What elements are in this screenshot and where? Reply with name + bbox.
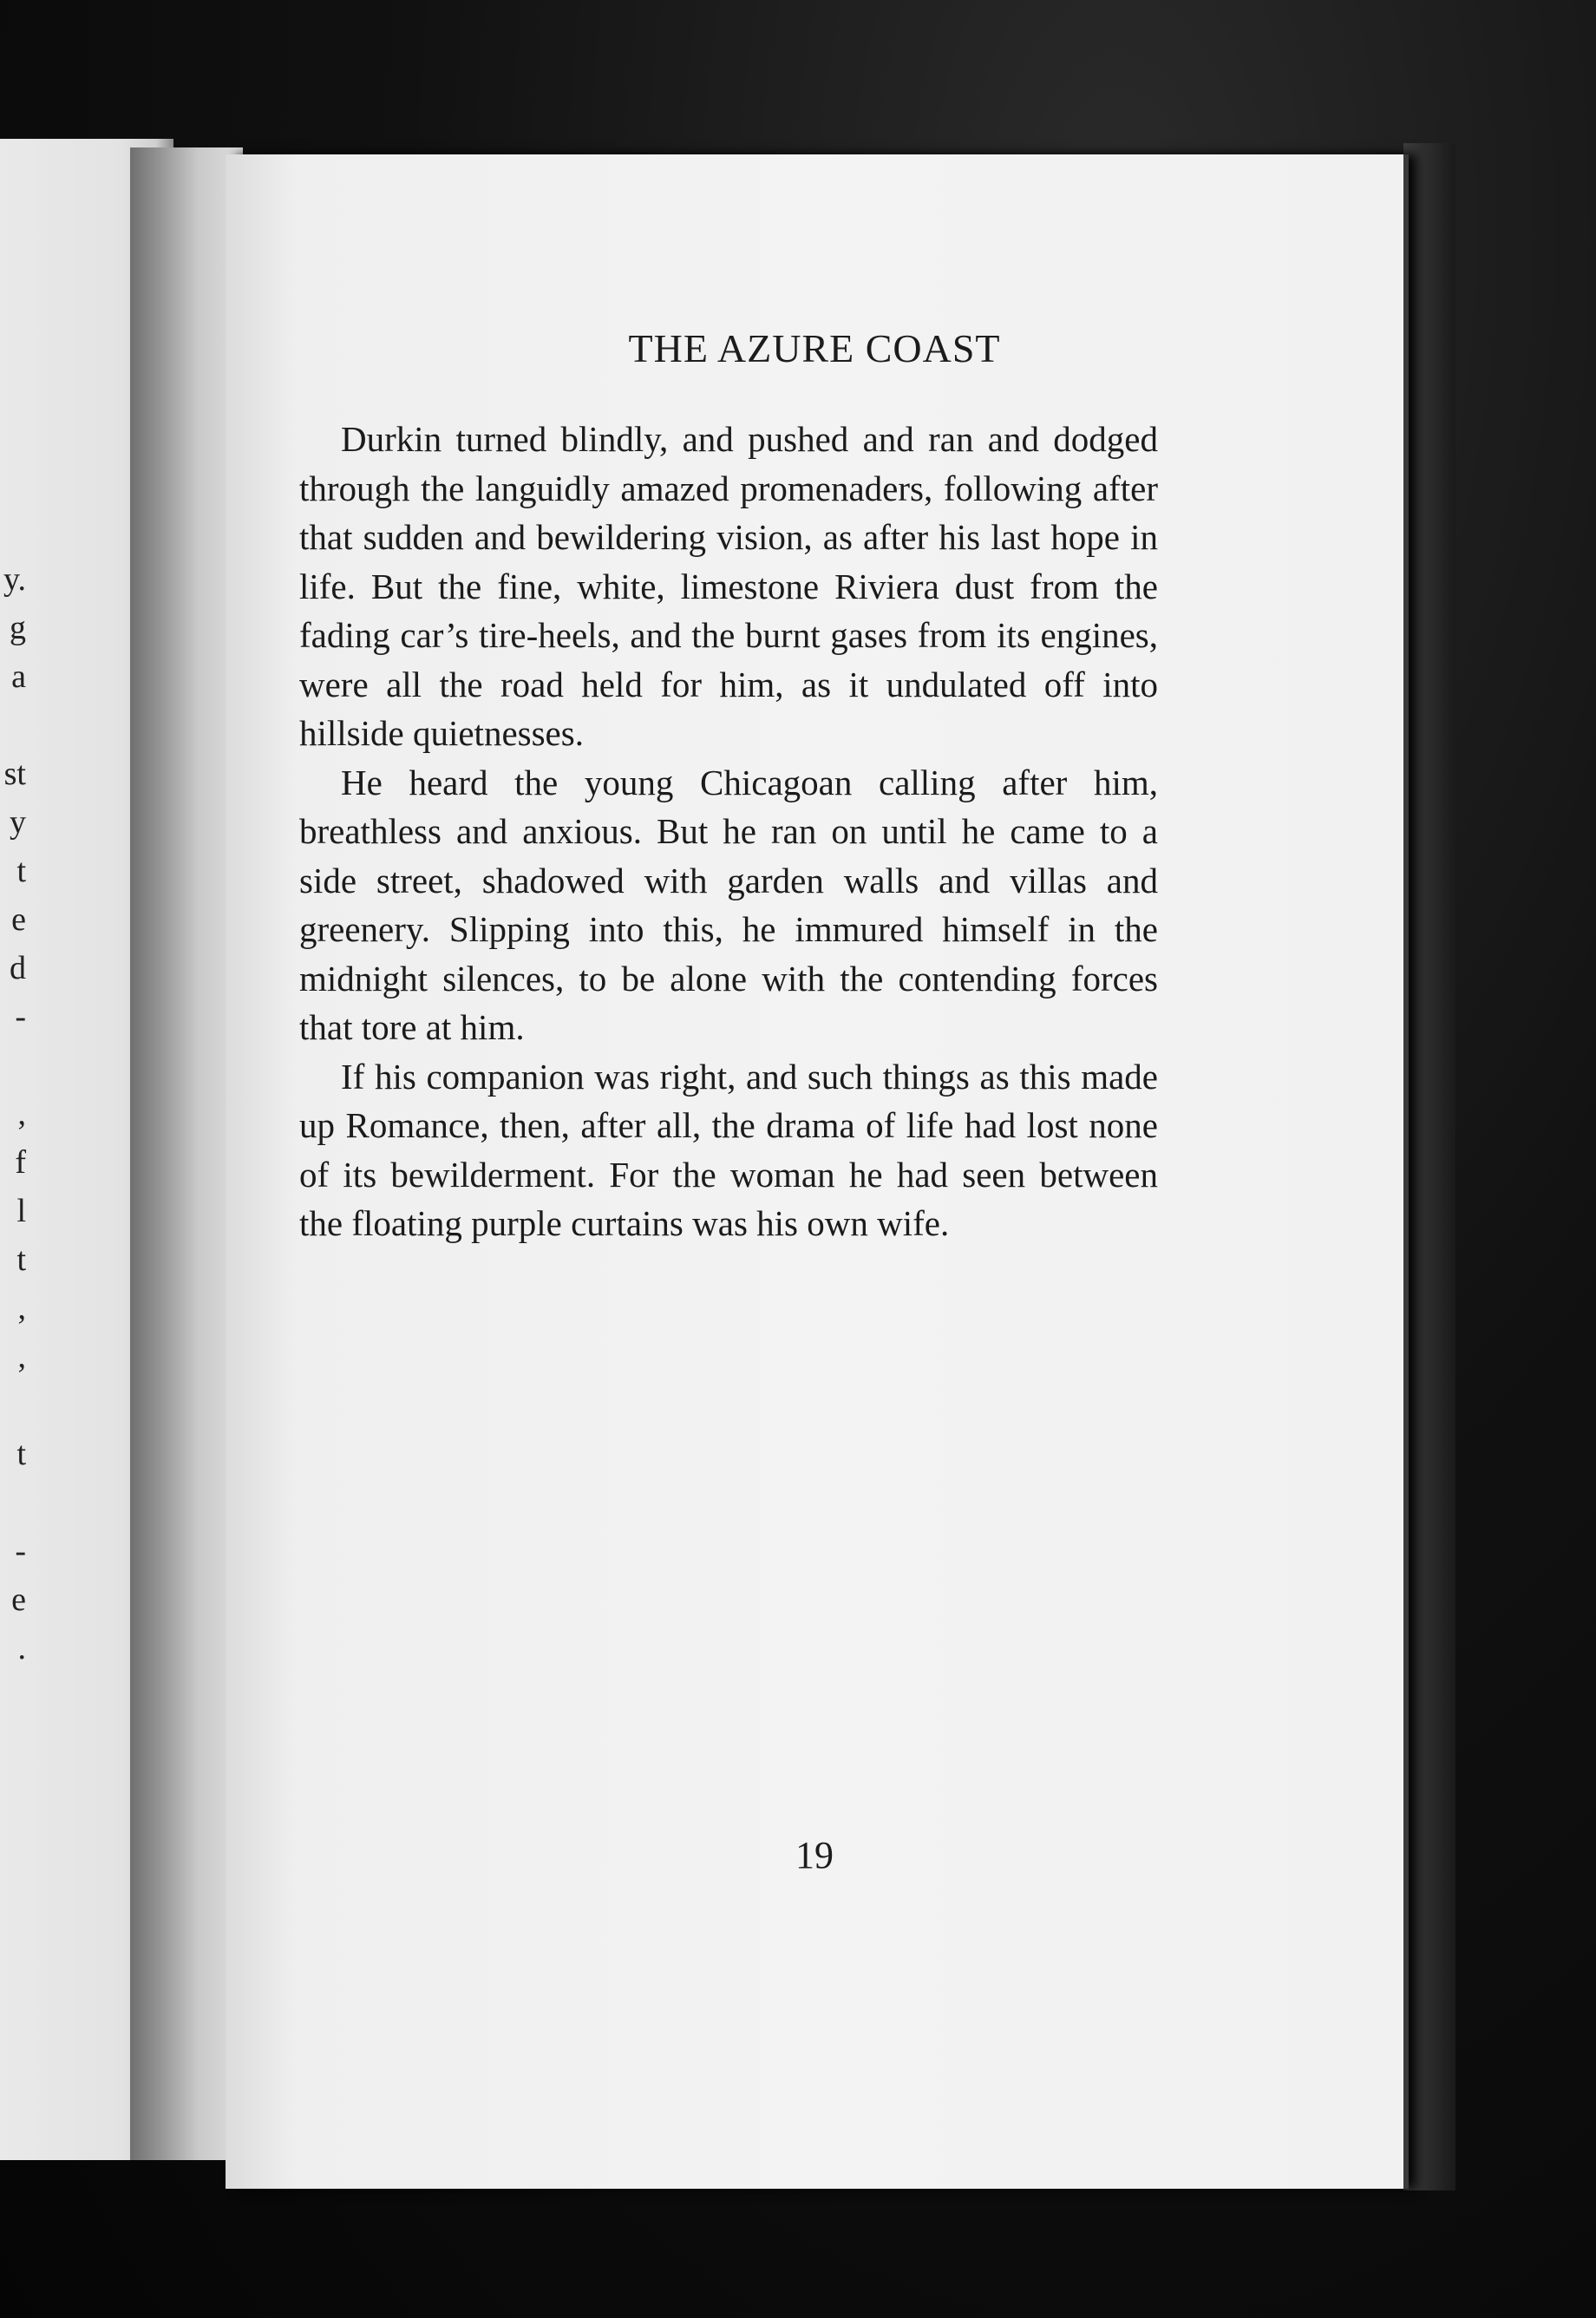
running-head: THE AZURE COAST [628, 326, 1001, 370]
fragment [0, 1381, 26, 1430]
fragment: st [3, 756, 26, 792]
fragment: t [16, 1436, 26, 1472]
fragment: a [11, 658, 26, 695]
fragment: l [16, 1193, 26, 1229]
fragment: , [17, 1339, 26, 1375]
fragment: e [11, 1581, 26, 1618]
paragraph: He heard the young Chicagoan calling after him, breathless and anxious. But he ran on until he came to a side street, shadowed with garden walls and villas and greenery. Slipping into this, he immured himself in the midnight silences, to be alone with the contending forces that tore at him. [299, 762, 1158, 1047]
fragment: , [17, 1290, 26, 1326]
fragment: d [10, 950, 26, 986]
fragment: , [17, 1096, 26, 1132]
fragment: y. [3, 561, 26, 598]
fragment: g [10, 610, 26, 646]
page-number: 19 [795, 1834, 834, 1876]
fragment: - [15, 999, 26, 1035]
fragment: e [11, 901, 26, 938]
fragment: . [17, 1630, 26, 1666]
page-edge [1403, 143, 1455, 2190]
fragment: - [15, 1533, 26, 1569]
fragment: t [16, 1241, 26, 1278]
paragraph: If his companion was right, and such things as this made up Romance, then, after all, the drama of life had lost none of its bewilderment. For the woman he had seen between the floating purple curtains was his own wife. [299, 1056, 1158, 1243]
fragment: t [16, 853, 26, 889]
fragment [0, 1478, 26, 1527]
fragment: y [10, 804, 26, 841]
left-page-text-fragments [0, 555, 26, 1673]
fragment [0, 701, 26, 750]
paragraph: Durkin turned blindly, and pushed and ran and dodged through the languidly amazed promenaders, following after that sudden and bewildering vision, as after his last hope in life. But the fine, white, limestone Riviera dust from the fading car’s tire-heels, and the burnt gases from its engines, were all the road held for him, as it undulated off into hillside quietnesses. [299, 419, 1158, 753]
fragment [0, 1041, 26, 1090]
body-text [299, 415, 1158, 1248]
fragment: f [15, 1144, 26, 1181]
